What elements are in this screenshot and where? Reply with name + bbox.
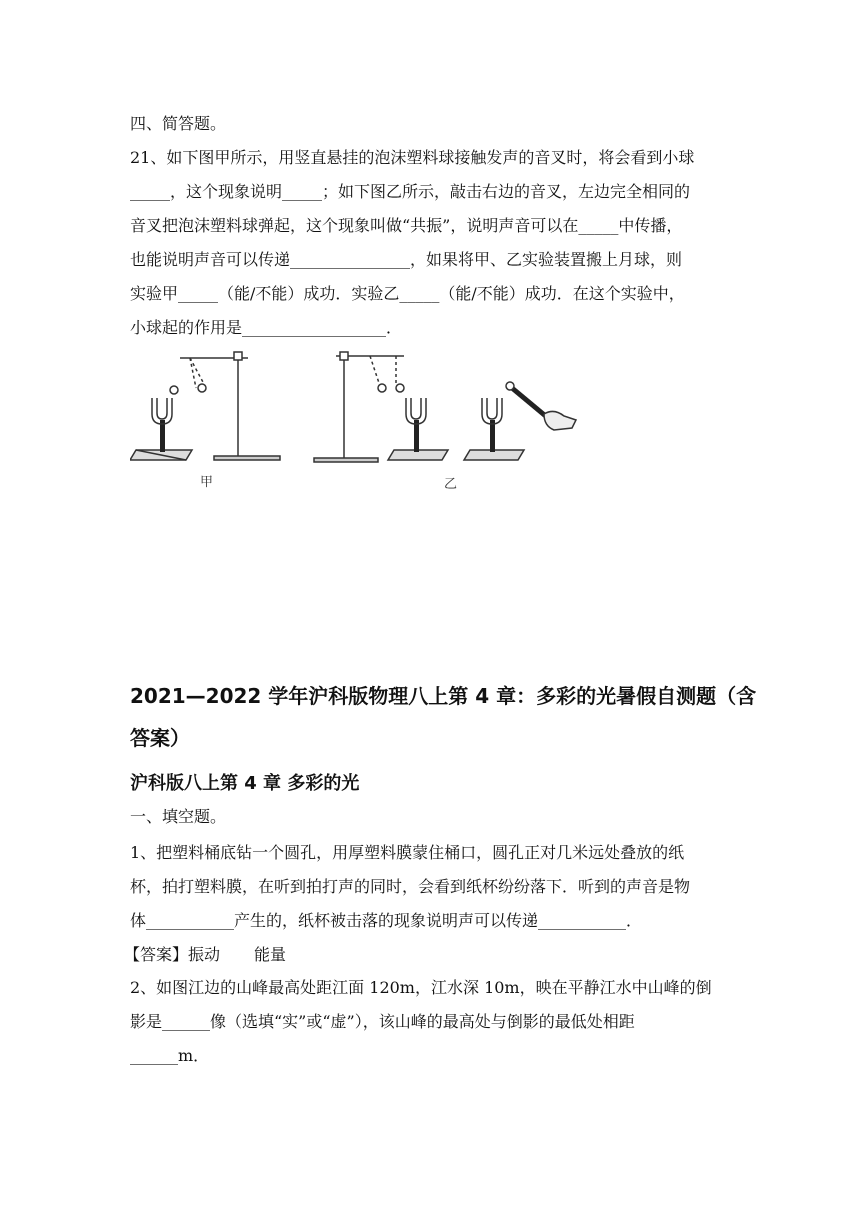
document-title-line-2: 答案） — [130, 726, 190, 750]
question-1-line-1: 1、把塑料桶底钻一个圆孔，用厚塑料膜蒙住桶口，圆孔正对几米远处叠放的纸 — [130, 843, 685, 862]
tuning-fork-figure — [130, 348, 590, 496]
question-21-line-5: 实验甲_____（能/不能）成功．实验乙_____（能/不能）成功．在这个实验中， — [130, 284, 685, 303]
section-heading: 四、简答题。 — [130, 114, 227, 133]
question-1-line-3: 体___________产生的，纸杯被击落的现象说明声可以传递___________． — [130, 911, 643, 930]
question-1-line-2: 杯，拍打塑料膜，在听到拍打声的同时，会看到纸杯纷纷落下．听到的声音是物 — [130, 877, 691, 896]
section-heading-fill-in: 一、填空题。 — [130, 807, 227, 826]
question-21-line-3: 音叉把泡沫塑料球弹起，这个现象叫做“共振”，说明声音可以在_____中传播， — [130, 216, 683, 235]
experiment-yi — [314, 352, 576, 462]
question-2-line-2: 影是______像（选填“实”或“虚”），该山峰的最高处与倒影的最低处相距 — [130, 1012, 635, 1031]
question-21-line-4: 也能说明声音可以传递_______________，如果将甲、乙实验装置搬上月球，则 — [130, 250, 683, 269]
question-21-line-1: 21、如下图甲所示，用竖直悬挂的泡沫塑料球接触发声的音叉时，将会看到小球 — [130, 148, 695, 167]
question-21-line-2: _____，这个现象说明_____；如下图乙所示，敲击右边的音叉，左边完全相同的 — [130, 182, 691, 201]
label-yi: 乙 — [444, 477, 458, 492]
answer-1: 振动 — [188, 945, 221, 964]
label-jia: 甲 — [200, 475, 214, 490]
document-title-line-1: 2021—2022 学年沪科版物理八上第 4 章：多彩的光暑假自测题（含 — [130, 684, 757, 708]
question-2-line-1: 2、如图江边的山峰最高处距江面 120m，江水深 10m，映在平静江水中山峰的倒 — [130, 978, 712, 997]
experiment-jia — [130, 352, 280, 460]
chapter-heading: 沪科版八上第 4 章 多彩的光 — [130, 773, 360, 794]
question-21-line-6: 小球起的作用是__________________． — [130, 318, 403, 337]
answer-2: 能量 — [254, 945, 287, 964]
answer-tag: 【答案】 — [124, 945, 189, 964]
question-1-answer — [124, 945, 286, 965]
question-2-line-3: ______m． — [130, 1046, 210, 1065]
